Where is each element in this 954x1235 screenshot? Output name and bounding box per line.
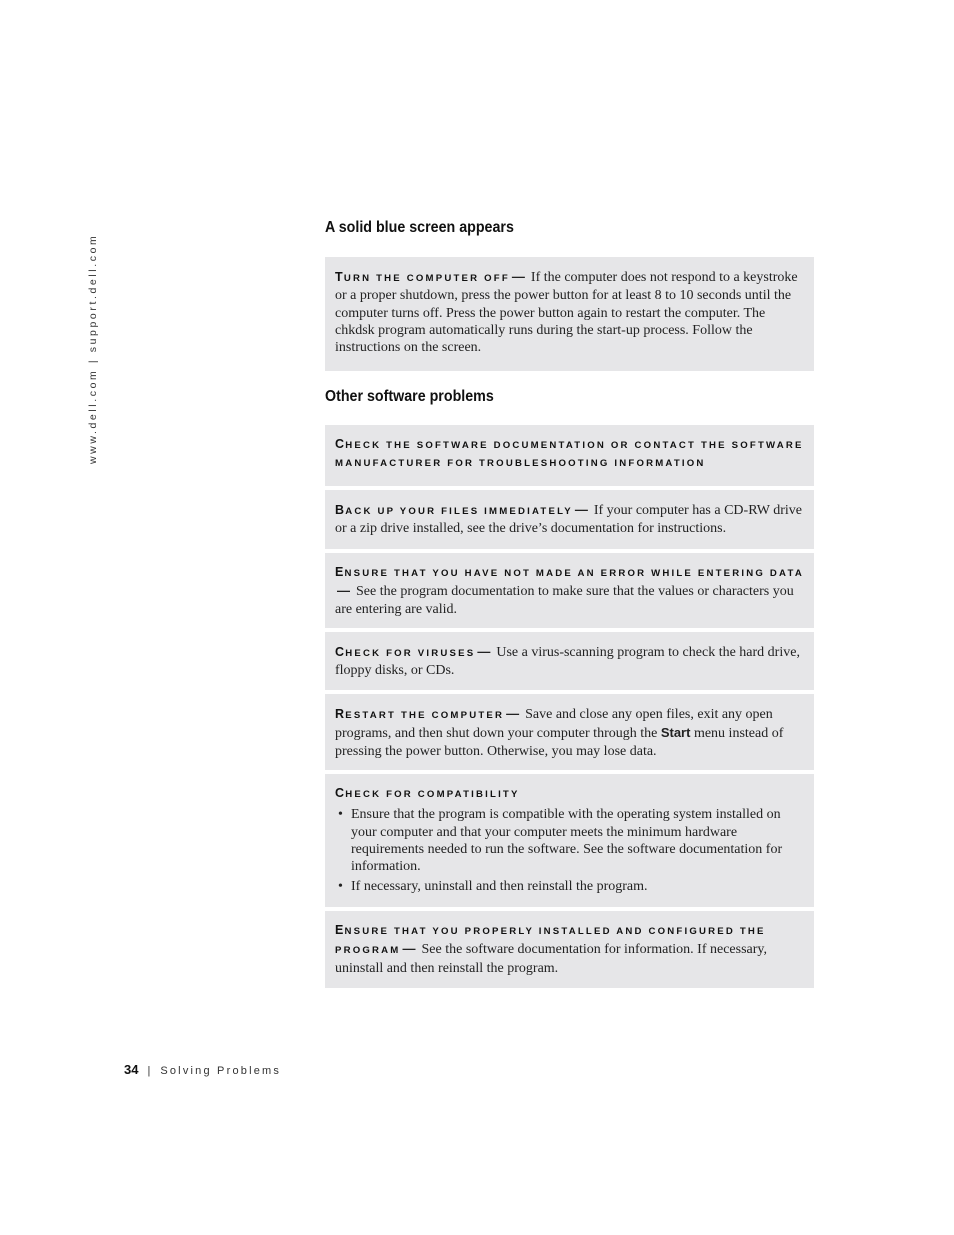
em-dash: — (477, 644, 491, 659)
tip-lead: CHECK FOR COMPATIBILITY (335, 786, 520, 800)
em-dash: — (506, 706, 520, 721)
tip-box-data-entry (325, 553, 814, 628)
tip-box-viruses (325, 632, 814, 690)
tip-box-back-up-files (325, 490, 814, 549)
tip-lead: ENSURE THAT YOU HAVE NOT MADE AN ERROR WHILE ENTERING DATA (335, 565, 804, 579)
tip-lead: TURN THE COMPUTER OFF (335, 270, 510, 284)
sidebar-url: www.dell.com | support.dell.com (87, 233, 99, 464)
tip-box-install-config (325, 911, 814, 988)
bullet-icon: • (338, 879, 343, 895)
tip-lead: ENSURE THAT YOU PROPERLY INSTALLED AND CONFIGURED THE PROGRAM (335, 923, 766, 957)
tip-text: See the software documentation for information. If necessary, uninstall and then reinstall the program. (335, 942, 767, 976)
page-footer (124, 1061, 281, 1079)
em-dash: — (337, 583, 350, 599)
tip-lead: BACK UP YOUR FILES IMMEDIATELY (335, 503, 573, 517)
tip-lead: CHECK FOR VIRUSES (335, 645, 476, 659)
em-dash: — (402, 941, 416, 957)
tip-text: If the computer does not respond to a keystroke or a proper shutdown, press the power button for at least 8 to 10 seconds until the computer turns off. Press the power button again to restart the computer. The chkdsk program automatically runs during the start-up process. Follow the instructions on the screen. (335, 270, 798, 356)
list-item: • Ensure that the program is compatible with the operating system installed on your computer and that your computer meets the minimum hardware requirements needed to run the software. See the software documentation for information. (338, 807, 783, 875)
start-menu-reference: Start (660, 725, 691, 741)
tip-box-restart (325, 694, 814, 770)
section-title-other-software: Other software problems (325, 388, 494, 405)
tip-text: If your computer has a CD-RW drive or a zip drive installed, see the drive’s documentation for instructions. (335, 503, 802, 537)
bullet-list (335, 806, 804, 895)
tip-box-check-documentation (325, 425, 814, 486)
footer-separator: | (147, 1065, 151, 1077)
tip-box-turn-off (325, 257, 814, 371)
tip-text: Use a virus-scanning program to check the hard drive, floppy disks, or CDs. (335, 645, 800, 679)
tip-lead: RESTART THE COMPUTER (335, 707, 505, 721)
tip-box-compatibility (325, 774, 814, 907)
page-number: 34 (124, 1062, 139, 1077)
em-dash: — (574, 502, 588, 517)
footer-section-title: Solving Problems (160, 1065, 282, 1077)
bullet-icon: • (338, 807, 343, 823)
tip-text: See the program documentation to make sure that the values or characters you are entering are valid. (335, 584, 794, 617)
tip-text: Save and close any open files, exit any open programs, and then shut down your computer through the (335, 707, 773, 742)
list-item: • If necessary, uninstall and then reinstall the program. (338, 879, 648, 895)
tip-text: menu instead of pressing the power button. Otherwise, you may lose data. (335, 726, 784, 759)
section-title-blue-screen: A solid blue screen appears (325, 219, 514, 236)
tip-lead: CHECK THE SOFTWARE DOCUMENTATION OR CONTACT THE SOFTWARE MANUFACTURER FOR TROUBLESHOOTING INFORMATION (335, 437, 804, 470)
em-dash: — (511, 269, 525, 284)
